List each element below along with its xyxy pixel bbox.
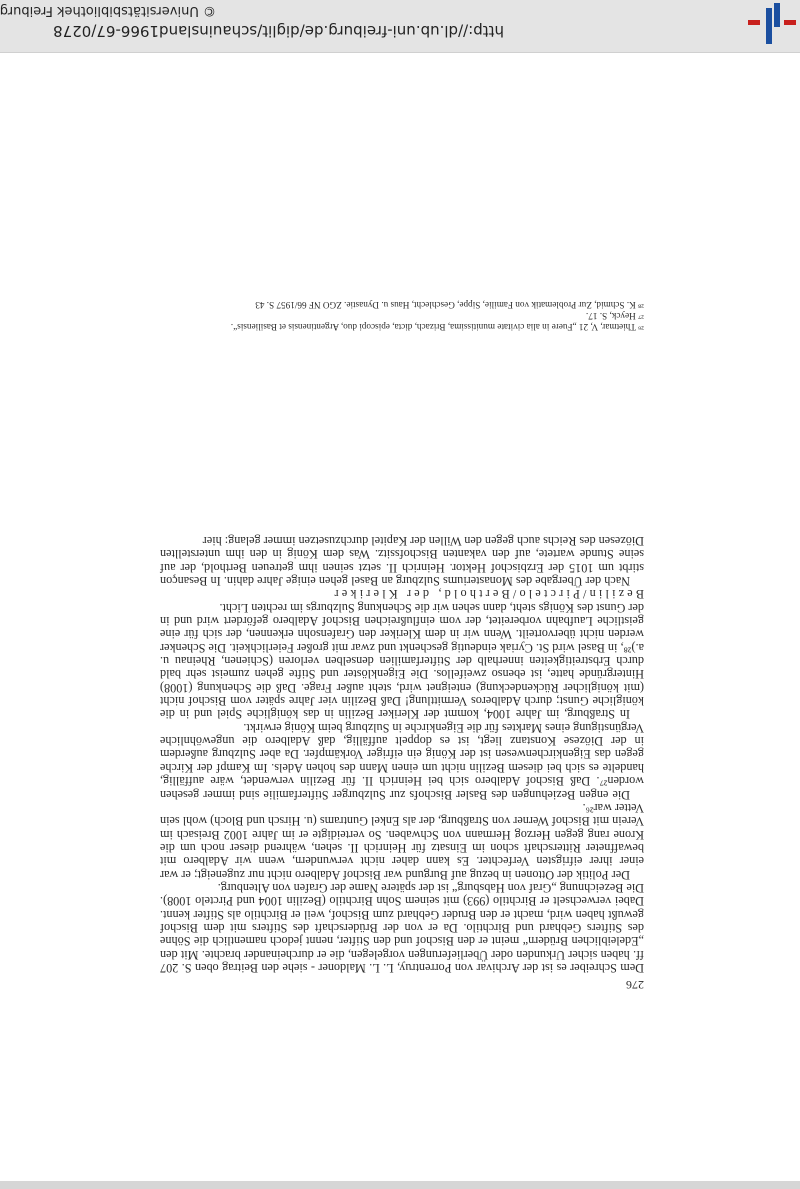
footnote-26: ²⁶ Thietmar, V, 21 „Fuere in alia civitate munitissima, Brizach, dicta, episcopi duo, Argentinensis et Basiliensis“. <box>230 322 644 332</box>
paragraph-5: Nach der Übergabe des Monasteriums Sulzburg an Basel gehen einige Jahre dahin. In Besançon stirbt um 1015 der Erzbischof Hektor. Heinrich II. setzt seinen ihm getreuen Berthold, der auf seine Stunde wartete, auf den vakanten Bischofssitz. Was dem König in den ihm unterstellten Diözesen des Reichs auch gegen den Willen der Kapitel durchzusetzen immer gelang: hier <box>160 534 644 589</box>
section-heading: Bezilin/Pirctelo/Berthold, der Kleriker <box>331 587 644 602</box>
footnote-28: ²⁸ K. Schmid, Zur Problematik von Familie, Sippe, Geschlecht, Haus u. Dynastie. ZGO NF 66/1957 S. 43 <box>255 300 644 310</box>
header-text-rotated <box>0 0 800 52</box>
university-logo-icon <box>748 2 796 46</box>
library-credit: © Universitätsbibliothek Freiburg <box>0 3 216 18</box>
document-url[interactable]: http://dl.ub.uni-freiburg.de/diglit/schauinsland1966-67/0278 <box>53 22 504 40</box>
viewer-footer-bar <box>0 1181 800 1189</box>
footnote-27: ²⁷ Heyck, S. 17. <box>585 311 644 321</box>
paragraph-3: Die engen Beziehungen des Basler Bischofs zur Sulzburger Stifterfamilie sind immer gesehen worden²⁷. Daß Bischof Adalbero sich bei Heinrich II. für Bezilin verwendet, wäre auffällig, handelte es sich bei diesem Bezilin nicht um einen Mann des hohen Adels. Im Kampf der Kirche gegen das Eigenkirchenwesen ist der König ein eifriger Vorkämpfer. Da aber Sulzburg außerdem in der Diözese Konstanz liegt, ist es doppelt auffällig, daß Adalbero die ungewöhnliche Vergünstigung eines Marktes für die Eigenkirche in Sulzburg beim König erwirkt. <box>160 720 644 802</box>
footnotes <box>160 299 644 332</box>
body-text <box>160 534 644 974</box>
viewer-header <box>0 0 800 53</box>
paragraph-2: Der Politik der Ottonen in bezug auf Burgund war Bischof Adalbero nicht nur zugeneigt; er war einer ihrer eifrigsten Verfechter. Es kann daher nicht verwundern, wenn wir Adalbero mit bewaffneter Ritterschaft schon im Einsatz für Heinrich II. sehen, während dieser noch um die Krone rang gegen Herzog Hermann von Schwaben. So verteidigte er im Jahre 1002 Breisach im Verein mit Bischof Werner von Straßburg, der als Enkel Guntrams (u. Hirsch und Bloch) wohl sein Vetter war²⁶. <box>160 800 644 882</box>
scanned-page <box>160 252 644 992</box>
paragraph-4: In Straßburg, im Jahre 1004, kommt der Kleriker Bezilin in das königliche Spiel und in die königliche Gunst; durch Adalberos Vermittlung! Daß Bezilin vier Jahre später vom Bischof nicht (mit königlicher Rückendeckung) enteignet wird, steht außer Frage. Daß die Schenkung (1008) Hintergründe hatte, ist ebenso zweifellos. Die Eigenklöster und Stifte gehen zumeist sehr bald durch Erbstreitigkeiten innerhalb der Stifterfamilien denselben verloren (Schienen, Rheinau u. a.)²⁸, in Basel wird St. Cyriak eindeutig geschenkt und zwar mit großer Feierlichkeit. Die Schenker werden nicht übervorteilt. Wenn wir in dem Kleriker den Grafensohn erkennen, der sich für eine geistliche Laufbahn vorbereitet, der vom einflußreichen Bischof Adalbero gefördert wird und in der Gunst des Königs steht, dann sehen wir die Schenkung Sulzburgs im rechten Licht. <box>160 600 644 722</box>
paragraph-1: Dem Schreiber es ist der Archivar von Porrentruy, L. L. Maldoner - siehe den Beitrag oben S. 207 ff. haben sicher Urkunden oder Überlieferungen vorgelegen, die er durcheinander brachte. Mit den „Edeleiblichen Brüdern“ meint er den Bischof und den Stifter, nennt jedoch namentlich die Söhne des Stifters Gebhard und Birchtilo. Da er von der Brüderschaft des Stifters mit dem Bischof gewußt haben wird, macht er den Bruder Gebhard zum Bischof, weil er Birchtilo als Stifter kennt. Dabei verwechselt er Birchtilo (993) mit seinem Sohn Birchtilo (Bezilin 1004 und Pirctelo 1008). Die Bezeichnung „Graf von Habsburg“ ist der spätere Name der Grafen von Altenburg. <box>160 880 644 975</box>
page-number: 276 <box>626 978 644 992</box>
